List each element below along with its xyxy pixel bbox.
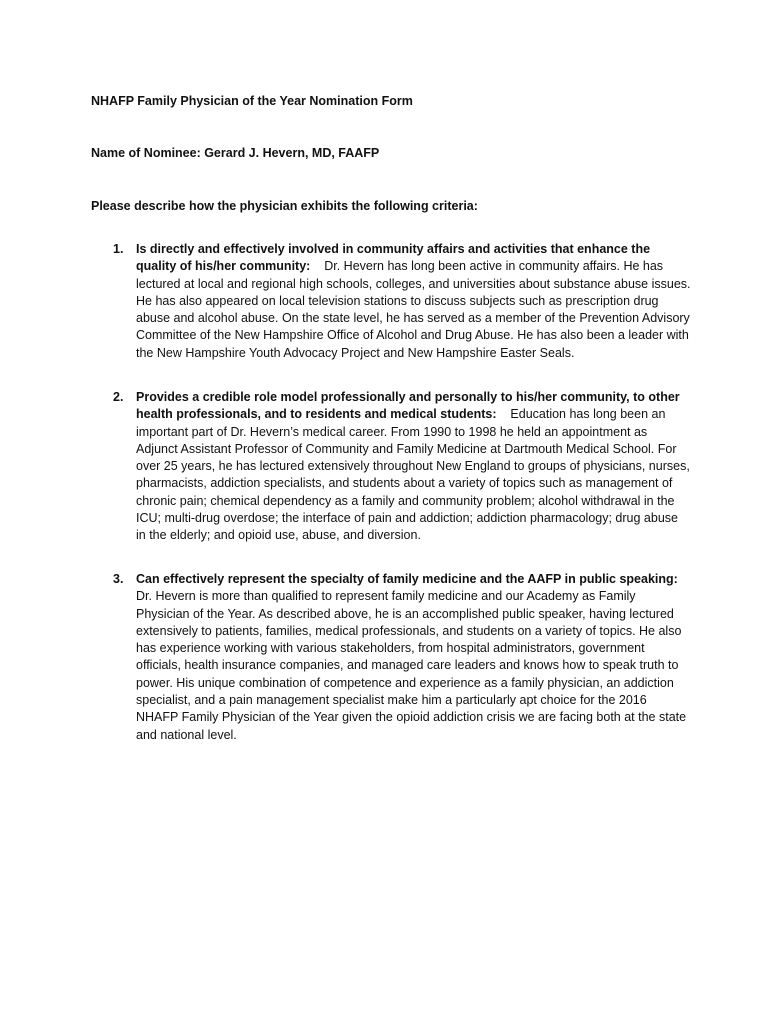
criterion-3 [113,571,691,744]
criterion-body [136,571,691,744]
criterion-1 [113,241,691,362]
criterion-number: 1. [113,242,124,256]
criterion-body [136,389,691,545]
criterion-heading: Is directly and effectively involved in community affairs and activities that enhance the quality of his/her community: [136,242,651,274]
criterion-text: Dr. Hevern is more than qualified to represent family medicine and our Academy as Family Physician of the Year. As described above, he is an accomplished public speaker, having lectured extensively to patients, families, medical professionals, and students on a variety of topics. He also has experience working with various stakeholders, from hospital administrators, government officials, health insurance companies, and managed care leaders and knows how to speak truth to power. His unique combination of competence and experience as a family physician, an addiction specialist, and a pain management specialist make him a particularly apt choice for the 2016 NHAFP Family Physician of the Year given the opioid addiction crisis we are facing both at the state and national level. [136,589,687,742]
criterion-number: 3. [113,572,124,586]
form-title: NHAFP Family Physician of the Year Nomination Form [91,94,413,108]
criterion-text: Dr. Hevern has long been active in community affairs. He has lectured at local and regional high schools, colleges, and universities about substance abuse issues. He has also appeared on local television stations to discuss subjects such as prescription drug abuse and alcohol abuse. On the state level, he has served as a member of the Prevention Advisory Committee of the New Hampshire Office of Alcohol and Drug Abuse. He has also been a leader with the New Hampshire Youth Advocacy Project and New Hampshire Easter Seals. [136,259,691,360]
criterion-number: 2. [113,390,124,404]
criterion-heading: Can effectively represent the specialty of family medicine and the AAFP in public speaking: [136,572,678,586]
criterion-2 [113,389,691,545]
criteria-instructions: Please describe how the physician exhibits the following criteria: [91,199,478,213]
criterion-text: Education has long been an important part of Dr. Hevern’s medical career. From 1990 to 1998 he held an appointment as Adjunct Assistant Professor of Community and Family Medicine at Dartmouth Medical School. For over 25 years, he has lectured extensively throughout New England to groups of physicians, nurses, pharmacists, addiction specialists, and students about a variety of topics such as management of chronic pain; chemical dependency as a family and community problem; alcohol withdrawal in the ICU; multi-drug overdose; the interface of pain and addiction; addiction pharmacology; drug abuse in the elderly; and opioid use, abuse, and diversion. [136,407,690,543]
criterion-body [136,241,691,362]
nominee-line: Name of Nominee: Gerard J. Hevern, MD, FAAFP [91,146,380,160]
criterion-heading: Provides a credible role model professionally and personally to his/her community, to other health professionals, and to residents and medical students: [136,390,680,422]
